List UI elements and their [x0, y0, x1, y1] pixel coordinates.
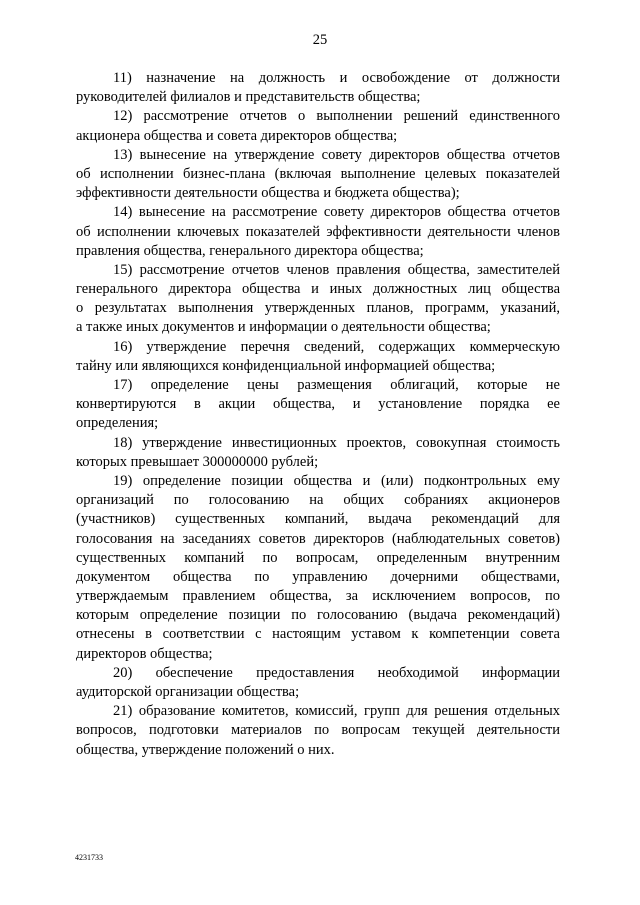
text-line: отнесены в соответствии с настоящим уставом к компетенции совета — [76, 626, 560, 643]
text-line: 12) рассмотрение отчетов о выполнении решений единственного — [113, 108, 560, 125]
text-line: которым определение позиции по голосованию (выдача рекомендаций) — [76, 607, 560, 624]
text-line: генерального директора общества и иных должностных лиц общества — [76, 281, 560, 298]
text-line: аудиторской организации общества; — [76, 684, 300, 700]
text-line: 11) назначение на должность и освобождение от должности — [113, 70, 560, 86]
text-line: руководителей филиалов и представительств общества; — [76, 89, 421, 106]
text-line: 13) вынесение на утверждение совету директоров общества отчетов — [113, 146, 560, 163]
text-line: которых превышает 300000000 рублей; — [76, 453, 319, 470]
text-line: а также иных документов и информации о деятельности общества; — [76, 319, 491, 336]
list-item-18 — [76, 434, 560, 472]
text-line: об исполнении бизнес-плана (включая выполнение целевых показателей — [76, 165, 560, 182]
text-line: об исполнении ключевых показателей эффективности деятельности членов — [76, 223, 560, 240]
list-item-12 — [76, 107, 560, 145]
list-item-14 — [76, 203, 560, 261]
text-line: голосования на заседаниях советов директоров (наблюдательных советов) — [76, 530, 560, 547]
list-item-13 — [76, 146, 560, 204]
text-line: 15) рассмотрение отчетов членов правления общества, заместителей — [113, 261, 560, 278]
text-line: 21) образование комитетов, комиссий, групп для решения отдельных — [113, 703, 560, 720]
text-line: 17) определение цены размещения облигаций, которые не — [113, 377, 560, 393]
text-line: о результатах выполнения утвержденных планов, программ, указаний, — [76, 300, 560, 317]
text-line: 20) обеспечение предоставления необходимой информации — [113, 664, 560, 681]
text-line: 16) утверждение перечня сведений, содержащих коммерческую — [113, 338, 560, 355]
list-item-20 — [76, 664, 560, 702]
list-item-15 — [76, 261, 560, 338]
text-line: утверждаемым правлением общества, за исключением вопросов, по — [76, 588, 560, 605]
text-line: вопросов, подготовки материалов по вопросам текущей деятельности — [76, 722, 560, 739]
text-line: конвертируются в акции общества, и установление порядка ее — [76, 396, 560, 413]
text-line: директоров общества; — [76, 645, 213, 662]
list-item-16 — [76, 338, 560, 376]
text-line: определения; — [76, 415, 159, 432]
text-line: существенных компаний по вопросам, определенным внутренним — [76, 549, 560, 566]
text-line: 14) вынесение на рассмотрение совету директоров общества отчетов — [113, 204, 560, 221]
list-item-21 — [76, 702, 560, 760]
text-line: документом общества по управлению дочерними обществами, — [76, 568, 560, 585]
list-item-17 — [76, 376, 560, 434]
text-line: (участников) существенных компаний, выдача рекомендаций для — [76, 511, 560, 528]
list-item-11 — [76, 69, 560, 107]
text-line: 18) утверждение инвестиционных проектов, совокупная стоимость — [113, 434, 560, 451]
text-line: общества, утверждение положений о них. — [76, 741, 335, 758]
list-item-19 — [76, 472, 560, 664]
text-line: 19) определение позиции общества и (или) подконтрольных ему — [113, 472, 560, 489]
page-number: 25 — [312, 32, 328, 48]
text-line: эффективности деятельности общества и бюджета общества); — [76, 185, 460, 202]
text-line: акционера общества и совета директоров общества; — [76, 127, 398, 144]
text-line: организаций по голосованию на общих собраниях акционеров — [76, 492, 560, 509]
text-line: тайну или являющихся конфиденциальной информацией общества; — [76, 357, 496, 374]
document-code: 4231733 — [75, 853, 103, 862]
text-line: правления общества, генерального директора общества; — [76, 242, 424, 259]
document-body — [76, 69, 560, 760]
